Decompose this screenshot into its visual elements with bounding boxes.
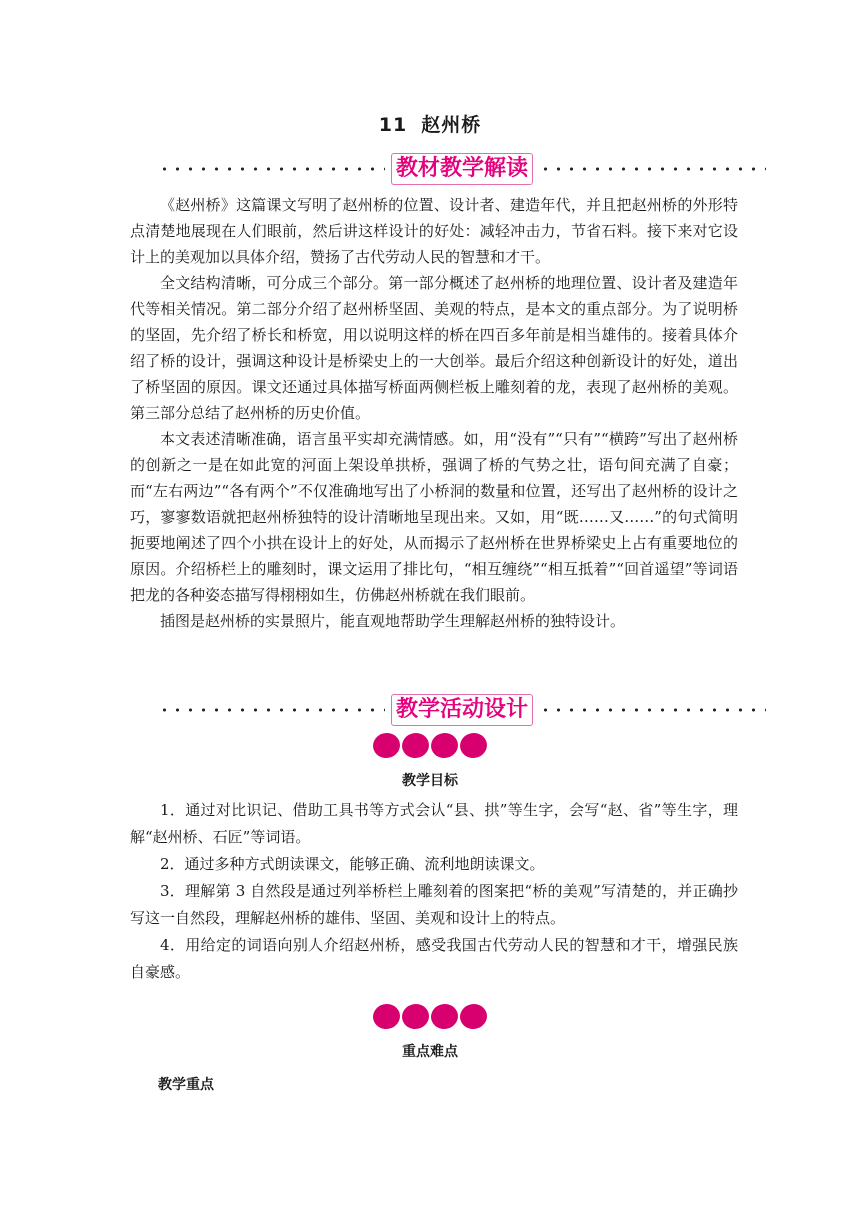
circle-icon bbox=[400, 1002, 431, 1031]
goal-item: 4．用给定的词语向别人介绍赵州桥，感受我国古代劳动人民的智慧和才干，增强民族自豪感。 bbox=[130, 936, 738, 981]
goal-item: 1．通过对比识记、借助工具书等方式会认“县、拱”等生字，会写“赵、省”等生字，理解“赵州桥、石匠”等词语。 bbox=[130, 801, 738, 846]
paragraph: 插图是赵州桥的实景照片，能直观地帮助学生理解赵州桥的独特设计。 bbox=[160, 612, 626, 630]
textbook-interpretation bbox=[130, 192, 738, 634]
circle-icon bbox=[458, 1002, 489, 1031]
dotted-rule-left bbox=[158, 166, 385, 172]
circle-icon bbox=[371, 1002, 402, 1031]
lesson-title-text: 赵州桥 bbox=[421, 114, 482, 136]
lesson-title bbox=[0, 110, 860, 137]
dotted-rule-right bbox=[539, 707, 766, 713]
section-banner-activity: 教学活动设计 bbox=[391, 694, 533, 726]
section-divider-activity bbox=[158, 693, 766, 727]
section-banner-textbook: 教材教学解读 bbox=[391, 153, 533, 185]
lesson-number: 11 bbox=[378, 114, 408, 136]
key-points-subheading: 教学重点 bbox=[158, 1077, 214, 1093]
circle-icon bbox=[400, 731, 431, 760]
goal-item: 3．理解第 3 自然段是通过列举桥栏上雕刻着的图案把“桥的美观”写清楚的，并正确抄写这一自然段，理解赵州桥的雄伟、坚固、美观和设计上的特点。 bbox=[130, 882, 738, 927]
circle-decoration bbox=[0, 733, 860, 758]
dotted-rule-left bbox=[158, 707, 385, 713]
section-divider-textbook bbox=[158, 152, 766, 186]
goals-list bbox=[130, 797, 738, 986]
dotted-rule-right bbox=[539, 166, 766, 172]
circle-icon bbox=[458, 731, 489, 760]
circle-icon bbox=[429, 1002, 460, 1031]
key-points-heading: 重点难点 bbox=[402, 1044, 458, 1060]
goal-item: 2．通过多种方式朗读课文，能够正确、流利地朗读课文。 bbox=[160, 855, 545, 873]
paragraph: 全文结构清晰，可分成三个部分。第一部分概述了赵州桥的地理位置、设计者及建造年代等相关情况。第二部分介绍了赵州桥坚固、美观的特点，是本文的重点部分。为了说明桥的坚固，先介绍了桥长和桥宽，用以说明这样的桥在四百多年前是相当雄伟的。接着具体介绍了桥的设计，强调这种设计是桥梁史上的一大创举。最后介绍这种创新设计的好处，道出了桥坚固的原因。课文还通过具体描写桥面两侧栏板上雕刻着的龙，表现了赵州桥的美观。第三部分总结了赵州桥的历史价值。 bbox=[130, 274, 738, 422]
paragraph: 本文表述清晰准确，语言虽平实却充满情感。如，用“没有”“只有”“横跨”写出了赵州桥的创新之一是在如此宽的河面上架设单拱桥，强调了桥的气势之壮，语句间充满了自豪；而“左右两边”“各有两个”不仅准确地写出了小桥洞的数量和位置，还写出了赵州桥的设计之巧，寥寥数语就把赵州桥独特的设计清晰地呈现出来。又如，用“既……又……”的句式简明扼要地阐述了四个小拱在设计上的好处，从而揭示了赵州桥在世界桥梁史上占有重要地位的原因。介绍桥栏上的雕刻时，课文运用了排比句，“相互缠绕”“相互抵着”“回首遥望”等词语把龙的各种姿态描写得栩栩如生，仿佛赵州桥就在我们眼前。 bbox=[130, 430, 738, 604]
circle-decoration bbox=[0, 1004, 860, 1029]
goals-heading: 教学目标 bbox=[402, 773, 458, 789]
paragraph: 《赵州桥》这篇课文写明了赵州桥的位置、设计者、建造年代，并且把赵州桥的外形特点清楚地展现在人们眼前，然后讲这样设计的好处：减轻冲击力，节省石料。接下来对它设计上的美观加以具体介绍，赞扬了古代劳动人民的智慧和才干。 bbox=[130, 196, 738, 266]
circle-icon bbox=[429, 731, 460, 760]
circle-icon bbox=[371, 731, 402, 760]
